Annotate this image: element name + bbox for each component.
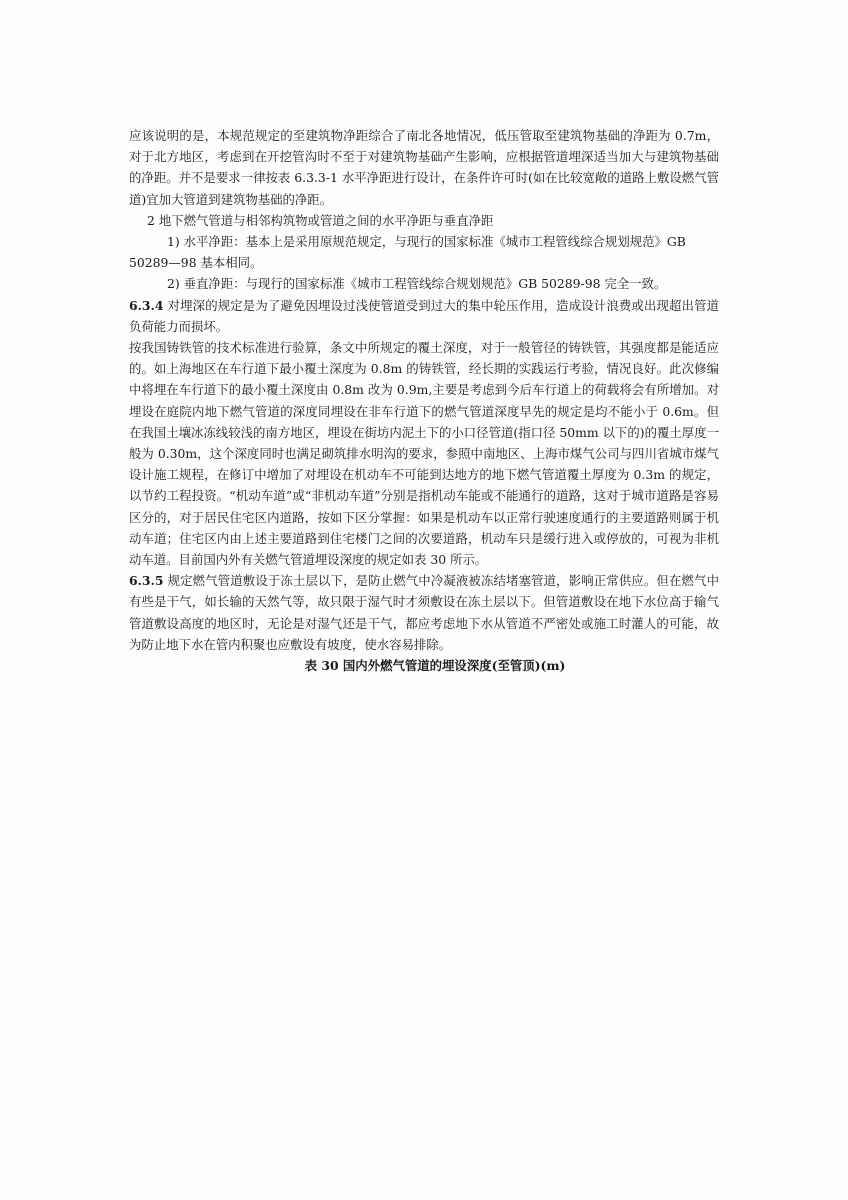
table-caption: 表 30 国内外燃气管道的埋设深度(至管顶)(m) bbox=[304, 658, 566, 674]
subitem-horizontal-clearance-cont: 50289—98 基本相同。 bbox=[129, 255, 263, 271]
item-2-heading: 2 地下燃气管道与相邻构筑物或管道之间的水平净距与垂直净距 bbox=[147, 212, 494, 228]
paragraph-cast-iron-depth: 按我国铸铁管的技术标准进行验算，条文中所规定的覆土深度，对于一般管径的铸铁管，其强度都是能适应的。如上海地区在车行道下最小覆土深度为 0.8m 的铸铁管，经长期的实践运行考验，情况良好。此次修编中将埋在车行道下的最小覆土深度由 0.8m 改为 0.9m,主要是考虑到今后车行道上的荷载将会有所增加。对埋设在庭院内地下燃气管道的深度同埋设在非车行道下的燃气管道深度早先的规定是均不能小于 0.6m。但在我国土壤冰冻线较浅的南方地区，埋设在街坊内泥土下的小口径管道(指口径 50mm 以下的)的覆土厚度一般为 0.30m，这个深度同时也满足砌筑排水明沟的要求，参照中南地区、上海市煤气公司与四川省城市煤气设计施工规程，在修订中增加了对埋设在机动车不可能到达地方的地下燃气管道覆土厚度为 0.3m 的规定，以节约工程投资。“机动车道”或“非机动车道”分别是指机动车能或不能通行的道路，这对于城市道路是容易区分的，对于居民住宅区内道路，按如下区分掌握：如果是机动车以正常行驶速度通行的主要道路则属于机动车道；住宅区内由上述主要道路到住宅楼门之间的次要道路，机动车只是缓行进入或停放的，可视为非机动车道。目前国内外有关燃气管道埋设深度的规定如表 30 所示。 bbox=[129, 340, 719, 568]
clause-6-3-4-text: 对埋深的规定是为了避免因埋设过浅使管道受到过大的集中轮压作用，造成设计浪费或出现超出管道负荷能力而损坏。 bbox=[129, 297, 719, 334]
section-number-6-3-4: 6.3.4 bbox=[129, 297, 164, 313]
subitem-vertical-clearance: 2) 垂直净距：与现行的国家标准《城市工程管线综合规划规范》GB 50289-98 完全一致。 bbox=[167, 276, 667, 292]
subitem-horizontal-clearance: 1) 水平净距：基本上是采用原规范规定，与现行的国家标准《城市工程管线综合规划规范》GB bbox=[167, 234, 686, 250]
section-number-6-3-5: 6.3.5 bbox=[129, 573, 164, 589]
document-body bbox=[129, 125, 719, 676]
clause-6-3-5-text: 规定燃气管道敷设于冻土层以下，是防止燃气中冷凝液被冻结堵塞管道，影响正常供应。但在燃气中有些是干气，如长输的天然气等，故只限于湿气时才须敷设在冻土层以下。但管道敷设在地下水位高于输气管道敷设高度的地区时，无论是对湿气还是干气，都应考虑地下水从管道不严密处或施工时灌人的可能，故为防止地下水在管内积聚也应敷设有坡度，使水容易排除。 bbox=[129, 573, 719, 652]
clause-6-3-5 bbox=[129, 570, 719, 655]
clause-6-3-4 bbox=[129, 295, 719, 337]
paragraph-building-clearance: 应该说明的是，本规范规定的至建筑物净距综合了南北各地情况，低压管取至建筑物基础的净距为 0.7m，对于北方地区，考虑到在开挖管沟时不至于对建筑物基础产生影响，应根据管道埋深适当加大与建筑物基础的净距。并不是要求一律按表 6.3.3-1 水平净距进行设计，在条件许可时(如在比较宽敞的道路上敷设燃气管道)宜加大管道到建筑物基础的净距。 bbox=[129, 128, 719, 207]
